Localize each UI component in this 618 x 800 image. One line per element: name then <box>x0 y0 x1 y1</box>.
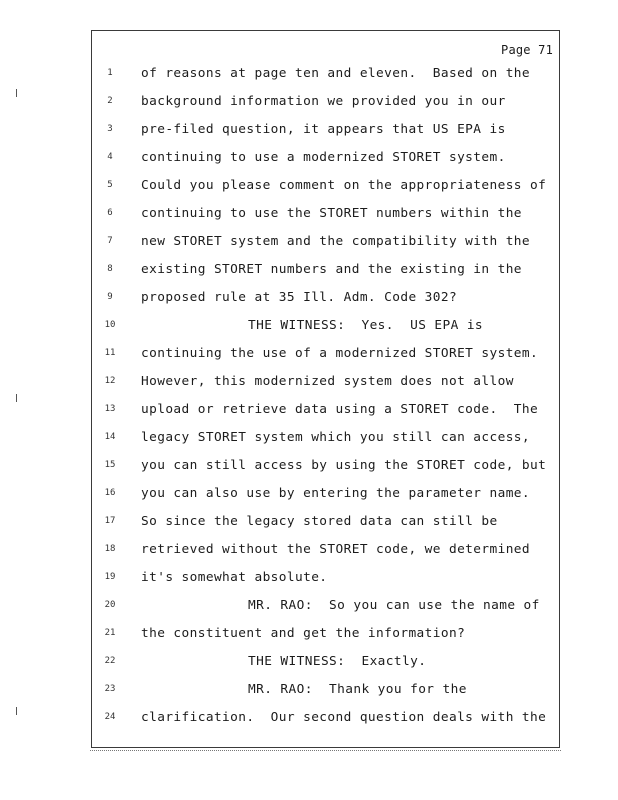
transcript-line: background information we provided you in our <box>141 94 506 109</box>
speaker-line: MR. RAO: Thank you for the <box>248 682 467 697</box>
transcript-line: clarification. Our second question deals with the <box>141 710 547 725</box>
transcript-line: new STORET system and the compatibility with the <box>141 234 531 249</box>
line-number: 7 <box>107 236 113 246</box>
transcript-line: existing STORET numbers and the existing in the <box>141 262 522 277</box>
transcript-line: continuing to use a modernized STORET system. <box>141 150 506 165</box>
transcript-line: of reasons at page ten and eleven. Based on the <box>141 66 531 81</box>
line-number: 19 <box>104 572 116 582</box>
transcript-line: it's somewhat absolute. <box>141 570 328 585</box>
line-number: 12 <box>104 376 116 386</box>
transcript-line: you can still access by using the STORET code, but <box>141 458 547 473</box>
line-number: 14 <box>104 432 116 442</box>
speaker-line: THE WITNESS: Yes. US EPA is <box>248 318 484 333</box>
line-number: 15 <box>104 460 116 470</box>
speaker-line: THE WITNESS: Exactly. <box>248 654 427 669</box>
transcript-line: Could you please comment on the appropriateness of <box>141 178 547 193</box>
page-number: Page 71 <box>501 43 553 57</box>
line-number: 20 <box>104 600 116 610</box>
line-number: 21 <box>104 628 116 638</box>
line-number: 13 <box>104 404 116 414</box>
transcript-line: retrieved without the STORET code, we determined <box>141 542 531 557</box>
line-number: 3 <box>107 124 113 134</box>
transcript-line: pre-filed question, it appears that US EPA is <box>141 122 506 137</box>
line-number: 17 <box>104 516 116 526</box>
line-number: 10 <box>104 320 116 330</box>
margin-mark <box>16 707 17 715</box>
transcript-line: legacy STORET system which you still can access, <box>141 430 531 445</box>
transcript-line: continuing the use of a modernized STORET system. <box>141 346 539 361</box>
transcript-line: However, this modernized system does not allow <box>141 374 514 389</box>
transcript-line: proposed rule at 35 Ill. Adm. Code 302? <box>141 290 458 305</box>
margin-mark <box>16 394 17 402</box>
transcript-line: upload or retrieve data using a STORET code. The <box>141 402 539 417</box>
transcript-line: you can also use by entering the parameter name. <box>141 486 531 501</box>
line-number: 22 <box>104 656 116 666</box>
transcript-line: continuing to use the STORET numbers within the <box>141 206 522 221</box>
margin-mark <box>16 89 17 97</box>
line-number: 1 <box>107 68 113 78</box>
transcript-line: the constituent and get the information? <box>141 626 466 641</box>
line-number: 23 <box>104 684 116 694</box>
transcript-line: So since the legacy stored data can still be <box>141 514 498 529</box>
line-number: 24 <box>104 712 116 722</box>
line-number: 11 <box>104 348 116 358</box>
line-number: 4 <box>107 152 113 162</box>
line-number: 2 <box>107 96 113 106</box>
line-number: 8 <box>107 264 113 274</box>
line-number: 9 <box>107 292 113 302</box>
speaker-line: MR. RAO: So you can use the name of <box>248 598 540 613</box>
line-number: 16 <box>104 488 116 498</box>
line-number: 6 <box>107 208 113 218</box>
line-number: 18 <box>104 544 116 554</box>
line-number: 5 <box>107 180 113 190</box>
